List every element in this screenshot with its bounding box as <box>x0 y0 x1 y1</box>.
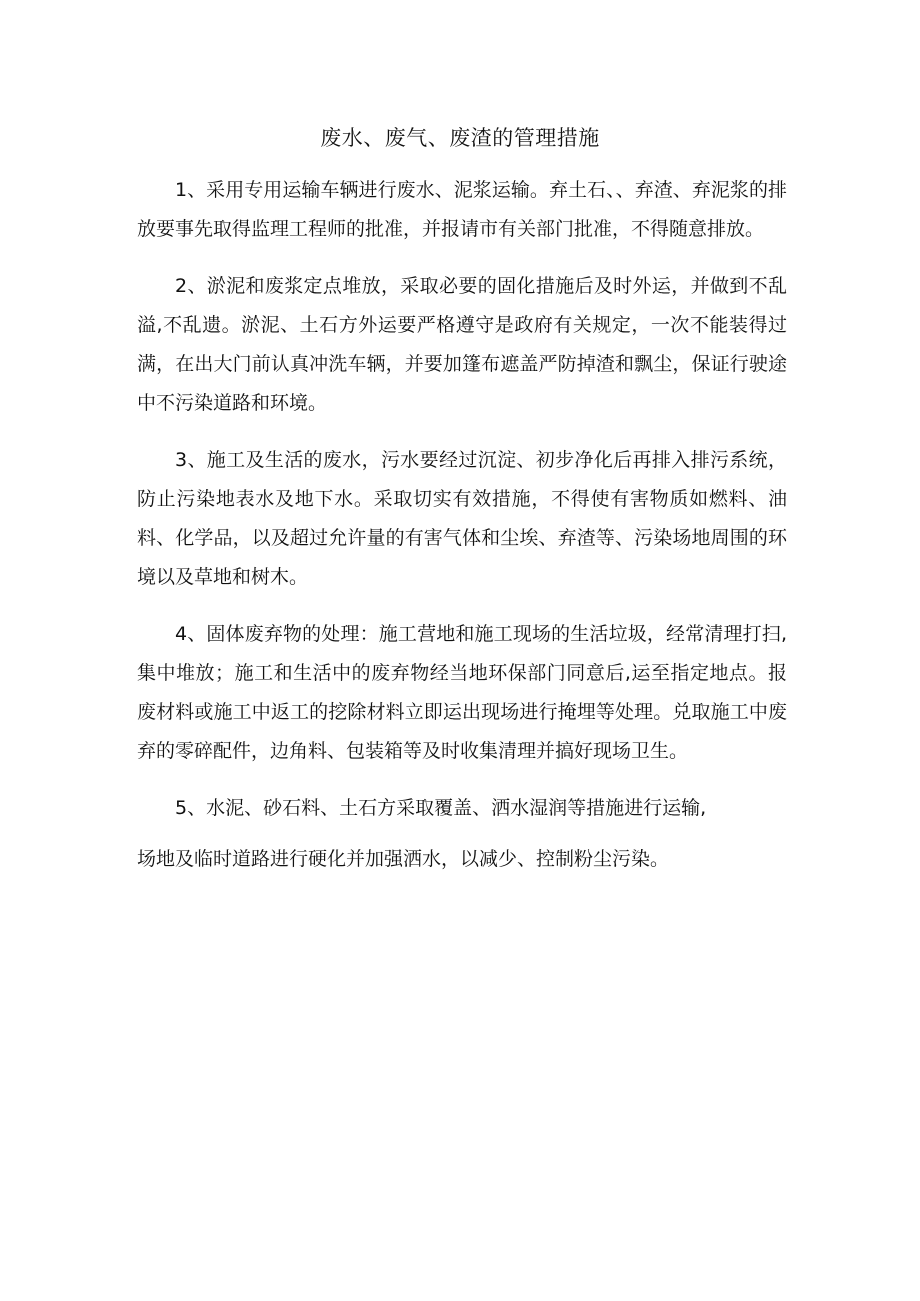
paragraph-1: 1、采用专用运输车辆进行废水、泥浆运输。弃土石、、弃渣、弃泥浆的排放要事先取得监理工程师的批准，并报请市有关部门批准，不得随意排放。 <box>137 179 787 240</box>
paragraph-4: 4、固体废弃物的处理：施工营地和施工现场的生活垃圾，经常清理打扫,集中堆放；施工和生活中的废弃物经当地环保部门同意后,运至指定地点。报废材料或施工中返工的挖除材料立即运出现场进行掩埋等处理。兑取施工中废弃的零碎配件，边角料、包装箱等及时收集清理并搞好现场卫生。 <box>137 623 787 762</box>
paragraph-2: 2、淤泥和废浆定点堆放，采取必要的固化措施后及时外运，并做到不乱溢,不乱遗。淤泥、土石方外运要严格遵守是政府有关规定，一次不能装得过满，在出大门前认真冲洗车辆，并要加篷布遮盖严防掉渣和飘尘，保证行驶途中不污染道路和环境。 <box>137 275 787 414</box>
document-title: 废水、废气、废渣的管理措施 <box>320 126 600 150</box>
paragraph-3: 3、施工及生活的废水，污水要经过沉淀、初步净化后再排入排污系统，防止污染地表水及地下水。采取切实有效措施，不得使有害物质如燃料、油料、化学品，以及超过允许量的有害气体和尘埃、弃渣等、污染场地周围的环境以及草地和树木。 <box>137 449 787 588</box>
document-body <box>137 171 787 879</box>
paragraph-5 <box>137 789 787 879</box>
paragraph-5-line-2: 场地及临时道路进行硬化并加强洒水，以减少、控制粉尘污染。 <box>137 848 670 870</box>
paragraph-5-line-1: 5、水泥、砂石料、土石方采取覆盖、洒水湿润等措施进行运输, <box>175 797 707 819</box>
